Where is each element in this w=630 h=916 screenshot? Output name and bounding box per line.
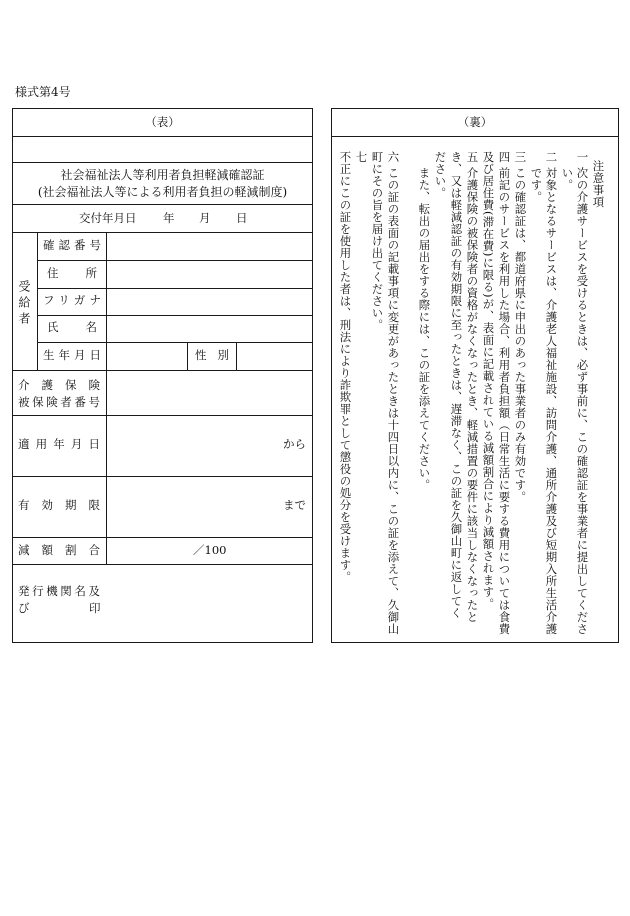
- furigana-label: フリガナ: [43, 293, 101, 307]
- note-3-number: 三: [513, 151, 528, 163]
- note-5-number: 五: [465, 151, 480, 163]
- note-7-line: 不正にこの証を使用した者は、刑法により詐欺罪として懲役の処分を受けます。: [338, 151, 353, 583]
- back-left-border: [331, 108, 332, 643]
- validity-period-label: 有効期限: [18, 498, 100, 512]
- note-6-line: この証の表面の記載事項に変更があったときは十四日以内に、この証を添えて、久御山: [386, 167, 401, 635]
- address-label: 住所: [47, 266, 97, 280]
- blank-row: [13, 137, 312, 162]
- recipient-group-label: 受給者: [17, 280, 31, 328]
- note-2-line: 対象となるサービスは、介護老人福祉施設、訪問介護、通所介護及び短期入所生活介護: [544, 167, 559, 635]
- certificate-title: 社会福祉法人等利用者負担軽減確認証: [60, 168, 265, 182]
- note-7-number: 七: [354, 151, 369, 163]
- validity-period-suffix: まで: [283, 498, 306, 512]
- gender-field[interactable]: [237, 343, 312, 370]
- note-2-line: です。: [529, 167, 544, 203]
- back-header-divider: [331, 136, 619, 137]
- issuer-field[interactable]: [107, 565, 312, 642]
- name-field[interactable]: [107, 316, 312, 342]
- furigana-field[interactable]: [107, 289, 312, 315]
- row-divider: [12, 162, 313, 163]
- applicable-date-field[interactable]: [107, 416, 312, 476]
- birth-date-label: 生年月日: [43, 348, 101, 362]
- note-5-line: また、転出の届出をする際には、この証を添えてください。: [417, 167, 432, 491]
- issue-date-month: 月: [199, 211, 211, 225]
- gender-label: 性別: [195, 348, 229, 362]
- note-3-line: この確認証は、都道府県に申出のあった事業者のみ有効です。: [513, 167, 528, 503]
- back-right-border: [618, 108, 619, 643]
- issuer-label-line1: 発行機関名及: [18, 584, 100, 598]
- issuer-label-line2-right: 印: [89, 601, 101, 615]
- issue-date-year: 年: [163, 211, 175, 225]
- note-6-number: 六: [386, 151, 401, 163]
- insured-number-field[interactable]: [107, 371, 312, 415]
- note-5-line: 介護保険の被保険者の資格がなくなったとき、軽減措置の要件に該当しなくなったと: [465, 167, 480, 623]
- applicable-date-suffix: から: [283, 437, 306, 451]
- note-4-line: 前記のサービスを利用した場合、利用者負担額（日常生活に要する費用については食費: [497, 167, 512, 635]
- note-4-number: 四: [497, 151, 512, 163]
- row-divider: [12, 204, 313, 205]
- note-4-line: 及び居住費(滞在費)に限る)が、表面に記載されている減額割合により減額されます。: [481, 151, 496, 611]
- note-2-number: 二: [544, 151, 559, 163]
- applicable-date-label: 適用年月日: [18, 437, 100, 451]
- issue-date-label: 交付年月日: [79, 211, 137, 225]
- back-top-border: [331, 108, 619, 109]
- note-1-number: 一: [575, 151, 590, 163]
- row-divider: [12, 537, 313, 538]
- front-top-border: [12, 108, 313, 109]
- reduction-rate-label: 減額割合: [18, 543, 100, 557]
- back-bottom-border: [331, 642, 619, 643]
- column-divider: [187, 342, 188, 370]
- front-header: （表）: [145, 115, 180, 129]
- notes-title: 注意事項: [591, 160, 606, 208]
- column-divider: [37, 232, 38, 370]
- back-header: （裏）: [457, 115, 493, 129]
- note-5-line: き、又は軽減認証の有効期限に至ったときは、遅滞なく、この証を久御山町に返してく: [449, 151, 464, 619]
- note-1-line: い。: [560, 167, 575, 191]
- address-field[interactable]: [107, 261, 312, 288]
- certificate-subtitle: (社会福祉法人等による利用者負担の軽減制度): [37, 185, 288, 199]
- certificate-number-label: 確認番号: [43, 238, 101, 252]
- note-5-line: ださい。: [433, 151, 448, 199]
- birth-date-field[interactable]: [107, 343, 187, 370]
- issuer-label-line2-left: び: [18, 601, 30, 615]
- form-number: 様式第4号: [15, 85, 71, 99]
- reduction-rate-value: ／100: [193, 543, 227, 557]
- note-1-line: 次の介護サービスを受けるときは、必ず事前に、この確認証を事業者に提出してくださ: [575, 167, 590, 635]
- note-6-line: 町にその旨を届け出てください。: [370, 151, 385, 331]
- issue-date-day: 日: [236, 211, 248, 225]
- insured-number-label-line1: 介護保険: [18, 378, 100, 392]
- certificate-number-field[interactable]: [107, 233, 312, 260]
- insured-number-label-line2: 被保険者番号: [18, 395, 100, 409]
- validity-period-field[interactable]: [107, 477, 312, 537]
- front-bottom-border: [12, 642, 313, 643]
- name-label: 氏名: [47, 320, 97, 334]
